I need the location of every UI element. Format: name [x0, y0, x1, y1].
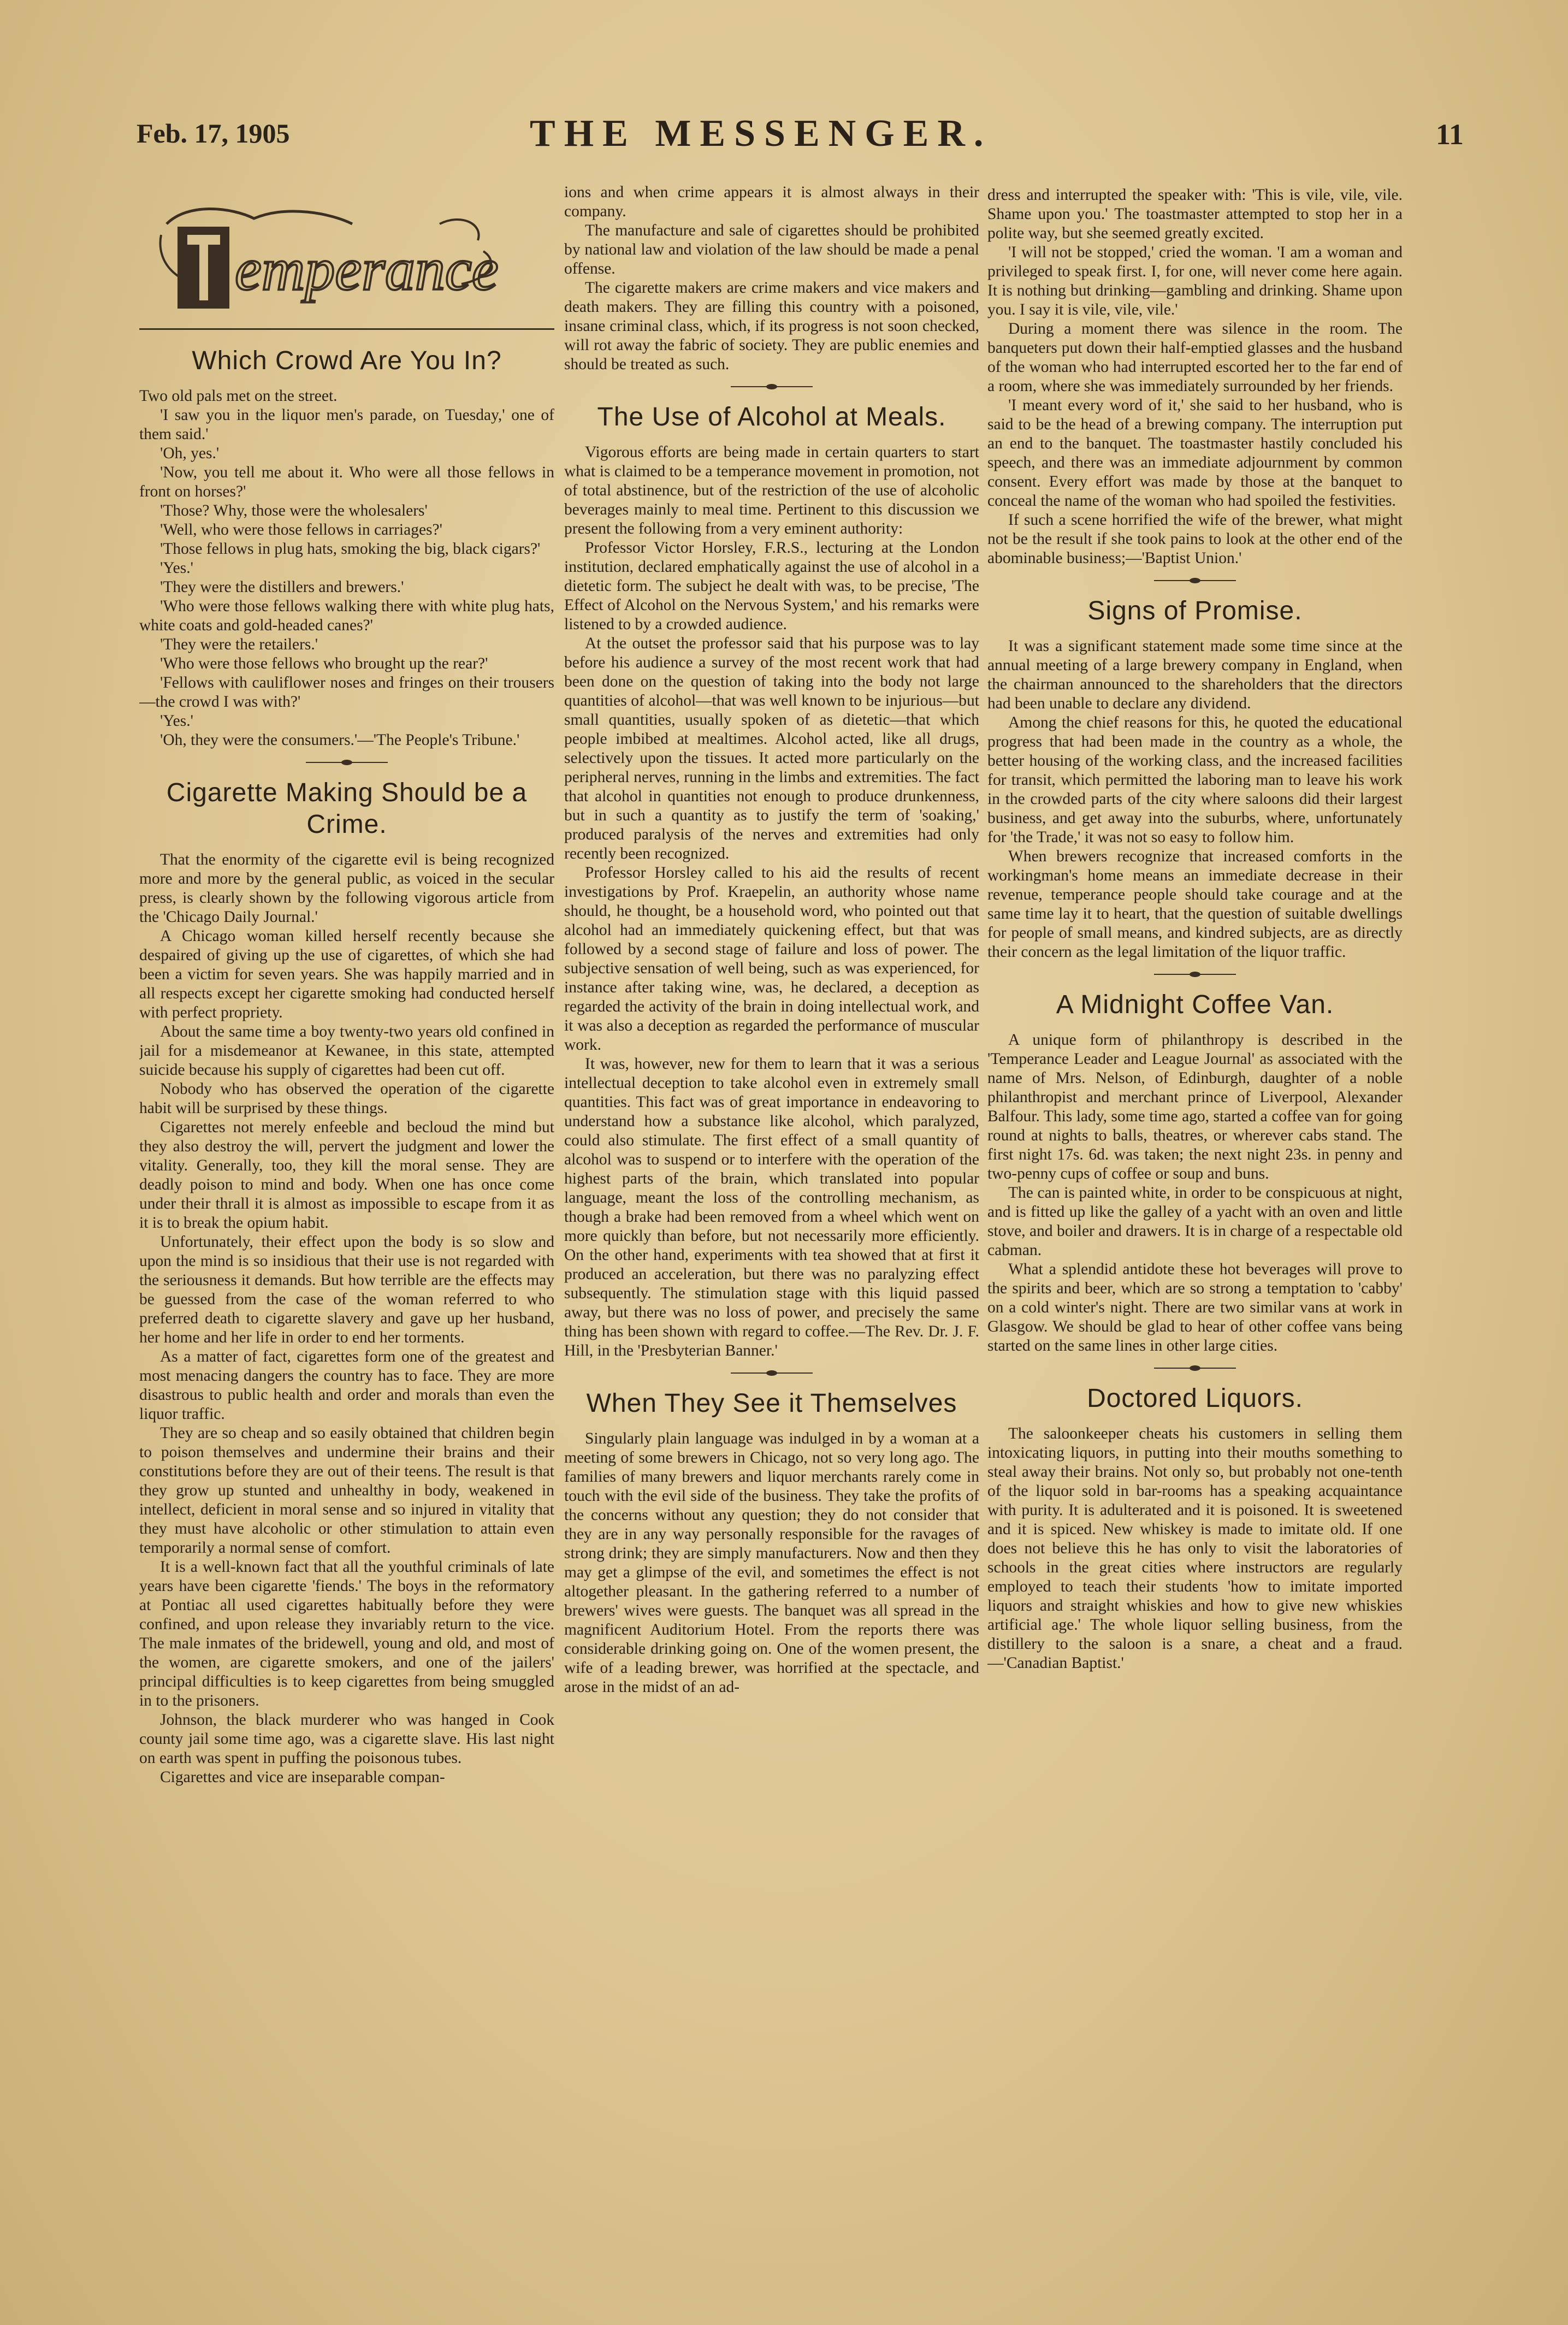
article-paragraph: When brewers recognize that increased comforts in the workingman's home means an immediate decrease in their revenue, temperance people should take courage and at the same time lay it to heart, that the question of suitable dwellings for people of small means, and kindred subjects, are as directly their concern as the legal limitation of the liquor traffic.: [987, 848, 1403, 961]
column-1: [139, 180, 554, 2234]
issue-date: Feb. 17, 1905: [137, 118, 290, 149]
article-title-themselves: When They See it Themselves: [586, 1389, 957, 1418]
article-paragraph: 'I meant every word of it,' she said to her husband, who is said to be the head of a brewing company. The interruption put an end to the banquet. The toastmaster hastily concluded his speech, and there was an immediate adjournment by common consent. Every effort was made by those at the banquet to conceal the name of the woman who had spoiled the festivities.: [987, 397, 1403, 510]
article-paragraph: It was a significant statement made some time since at the annual meeting of a large brewery company in England, when the chairman announced to the shareholders that the directors had been unable to declare any dividend.: [987, 637, 1403, 712]
article-title-alcohol: The Use of Alcohol at Meals.: [597, 403, 946, 431]
article-paragraph: 'Yes.': [160, 559, 193, 577]
article-title-cigarette: Cigarette Making Should be a Crime.: [166, 778, 528, 839]
article-paragraph: 'Oh, they were the consumers.'—'The People's Tribune.': [160, 731, 520, 749]
article-paragraph: What a splendid antidote these hot beverages will prove to the spirits and beer, which are so strong a temptation to 'cabby' on a cold winter's night. There are two similar vans at work in Glasgow. We should be glad to hear of other coffee vans being started on the same lines in other large cities.: [987, 1261, 1403, 1354]
article-paragraph: At the outset the professor said that his purpose was to lay before his audience a survey of the most recent work that had been done on the question of taking into the body not large quantities of alcohol—that was well known to be injurious—but small quantities, usually spoken of as dietetic—that which people imbibed at mealtimes. Alcohol acted, like all drugs, selectively upon the tissues. It acted more particularly on the peripheral nerves, running in the limbs and extremities. The fact that alcohol in quantities not enough to produce drunkenness, but in such a quantity as to justify the term of 'soaking,' produced paralysis of the nerves and extremities had only recently been recognized.: [564, 635, 979, 862]
section-divider: [1154, 1365, 1236, 1371]
article-paragraph: As a matter of fact, cigarettes form one of the greatest and most menacing dangers the country has to face. They are more disastrous to public health and order and morals than even the liquor traffic.: [139, 1348, 554, 1423]
article-paragraph: 'Oh, yes.': [160, 445, 220, 462]
article-title-promise: Signs of Promise.: [1087, 596, 1303, 625]
article-paragraph: 'Well, who were those fellows in carriages?': [160, 521, 442, 539]
article-paragraph: During a moment there was silence in the room. The banqueters put down their half-emptied glasses and the husband of the woman who had interrupted escorted her to the far end of a room, where she was immediately surrounded by her friends.: [987, 320, 1403, 395]
article-paragraph: The saloonkeeper cheats his customers in selling them intoxicating liquors, in putting into their mouths something to steal away their brains. Not only so, but probably not one-tenth of the liquor sold in bar-rooms has a speaking acquaintance with purity. It is adulterated and it is poisoned. It is sweetened and it is spiced. New whiskey is made to imitate old. If one does not believe this he has only to visit the laboratories of schools in the great cities where instructors are regularly employed to teach their students 'how to imitate imported liquors and straight whiskies and how to give new whiskies artificial age.' The whole liquor selling business, from the distillery to the saloon is a snare, a cheat and a fraud.—'Canadian Baptist.': [987, 1425, 1403, 1672]
article-paragraph: 'Yes.': [160, 712, 193, 730]
article-paragraph: A Chicago woman killed herself recently because she despaired of giving up the use of cigarettes, of which she had been a victim for seven years. She was happily married and in all respects except her cigarette smoking had conducted herself with perfect propriety.: [139, 927, 554, 1021]
svg-text:emperance: emperance: [235, 236, 499, 303]
article-paragraph: 'Those? Why, those were the wholesalers': [160, 502, 428, 519]
section-divider: [731, 1370, 813, 1376]
article-paragraph: They are so cheap and so easily obtained that children begin to poison themselves and undermine their brains and their constitutions before they are out of their teens. The result is that they grow up stunted and unhealthy in body, weakened in intellect, deficient in moral sense and so injured in vitality that they must have alcoholic or other stimulation to attain even temporarily a normal sense of comfort.: [139, 1424, 554, 1557]
article-paragraph: Cigarettes and vice are inseparable compan-: [160, 1768, 445, 1786]
article-paragraph: Johnson, the black murderer who was hanged in Cook county jail some time ago, was a cigarette slave. His last night on earth was spent in puffing the poisonous tubes.: [139, 1711, 554, 1767]
column-3: [987, 186, 1403, 2239]
section-divider: [306, 760, 388, 765]
article-paragraph: 'They were the distillers and brewers.': [160, 578, 404, 596]
temperance-banner: [139, 180, 554, 333]
article-paragraph: Vigorous efforts are being made in certain quarters to start what is claimed to be a temperance movement in promotion, not of total abstinence, but of the restriction of the use of alcoholic beverages mainly to meal time. Pertinent to this discussion we present the following from a very eminent authority:: [564, 443, 979, 537]
page-number: 11: [1435, 118, 1464, 151]
article-paragraph: Cigarettes not merely enfeeble and becloud the mind but they also destroy the will, pervert the judgment and lower the vitality. Generally, too, they kill the moral sense. They are deadly poison to mind and body. When one has once come under their thrall it is almost as impossible to escape from it as it is to break the opium habit.: [139, 1119, 554, 1232]
article-paragraph: 'Now, you tell me about it. Who were all those fellows in front on horses?': [139, 464, 554, 500]
article-paragraph: The can is painted white, in order to be conspicuous at night, and is fitted up like the galley of a yacht with an oven and little stove, and boiler and drawers. It is in charge of a respectable old cabman.: [987, 1184, 1403, 1259]
article-paragraph: A unique form of philanthropy is described in the 'Temperance Leader and League Journal' as associated with the name of Mrs. Nelson, of Edinburgh, daughter of a noble philanthropist and merchant prince of Liverpool, Alexander Balfour. This lady, some time ago, started a coffee van for going round at nights to balls, theatres, or wherever cabs stand. The first night 17s. 6d. was taken; the next night 23s. in penny and two-penny cups of coffee or soup and buns.: [987, 1031, 1403, 1182]
section-divider: [1154, 578, 1236, 583]
article-paragraph: The cigarette makers are crime makers and vice makers and death makers. They are filling this country with a poisoned, insane criminal class, which, if its progress is not soon checked, will rot away the fabric of society. They are public enemies and should be treated as such.: [564, 279, 979, 373]
article-paragraph: Professor Victor Horsley, F.R.S., lecturing at the London institution, declared emphatically against the use of alcohol in a dietetic form. The subject he dealt with was, to be precise, 'The Effect of Alcohol on the Nervous System,' and his remarks were listened to by a crowded audience.: [564, 539, 979, 633]
column-2: [564, 183, 979, 2237]
masthead-title: THE MESSENGER.: [530, 113, 992, 155]
section-divider: [1154, 972, 1236, 977]
article-paragraph: 'They were the retailers.': [160, 636, 318, 653]
page-header: [137, 112, 1464, 172]
article-paragraph: 'I saw you in the liquor men's parade, on Tuesday,' one of them said.': [139, 406, 554, 443]
article-paragraph: Nobody who has observed the operation of the cigarette habit will be surprised by these things.: [139, 1080, 554, 1117]
article-title-doctored: Doctored Liquors.: [1087, 1384, 1303, 1413]
article-paragraph: It was, however, new for them to learn that it was a serious intellectual deception to take alcohol even in extremely small quantities. This fact was of great importance in endeavoring to understand how a substance like alcohol, which paralyzed, could also stimulate. The first effect of a small quantity of alcohol was to suspend or to interfere with the operation of the highest parts of the brain, which translated into popular language, meant the loss of the controlling mechanism, as though a brake had been removed from a wheel which went on more quickly than before, but not necessarily more efficiently. On the other hand, experiments with tea showed that at first it produced an acceleration, but there was no paralyzing effect subsequently. The stimulation stage with this liquid passed away, but there was no loss of power, and precisely the same thing has been shown with regard to coffee.—The Rev. Dr. J. F. Hill, in the 'Presbyterian Banner.': [564, 1055, 979, 1359]
article-paragraph: 'Who were those fellows walking there with white plug hats, white coats and gold-headed canes?': [139, 597, 554, 634]
article-title-crowd: Which Crowd Are You In?: [192, 346, 502, 375]
article-paragraph: Singularly plain language was indulged in by a woman at a meeting of some brewers in Chicago, not so very long ago. The families of many brewers and liquor merchants rarely come in touch with the evil side of the business. They take the profits of the concerns without any question; they do not consider that they are in any way personally responsible for the ravages of strong drink; they are simply manufacturers. Now and then they may get a glimpse of the evil, and sometimes the effect is not altogether pleasant. In the gathering referred to a number of brewers' wives were guests. The banquet was all spread in the magnificent Auditorium Hotel. From the reports there was considerable drinking going on. One of the women present, the wife of a leading brewer, was horrified at the spectacle, and arose in the midst of an ad-: [564, 1430, 979, 1696]
article-paragraph: 'Those fellows in plug hats, smoking the big, black cigars?': [160, 540, 541, 558]
article-paragraph: 'Fellows with cauliflower noses and fringes on their trousers—the crowd I was with?': [139, 674, 554, 711]
article-paragraph: Among the chief reasons for this, he quoted the educational progress that had been made in the country as a whole, the better housing of the working class, and the increased facilities for transit, which permitted the laboring man to leave his work in the crowded parts of the city where saloons did their largest business, and get away into the suburbs, where, unfortunately for 'the Trade,' it was not so easy to follow him.: [987, 714, 1403, 846]
article-paragraph: ions and when crime appears it is almost always in their company.: [564, 184, 979, 220]
article-paragraph: dress and interrupted the speaker with: 'This is vile, vile, vile. Shame upon you.' The toastmaster attempted to stop her in a polite way, but she seemed greatly excited.: [987, 186, 1403, 242]
article-paragraph: About the same time a boy twenty-two years old confined in jail for a misdemeanor at Kewanee, in this state, attempted suicide because his supply of cigarettes had been cut off.: [139, 1023, 554, 1079]
article-paragraph: Professor Horsley called to his aid the results of recent investigations by Prof. Kraepelin, an authority whose name should, he thought, be a household word, who pointed out that alcohol had an immediately quickening effect, but that was followed by a second stage of failure and loss of power. The subjective sensation of well being, such as was experienced, for instance after taking wine, was, he declared, a deception as regarded the activity of the brain in doing intellectual work, and it was also a deception as regarded the performance of muscular work.: [564, 864, 979, 1054]
article-title-coffee: A Midnight Coffee Van.: [1056, 990, 1334, 1019]
article-paragraph: 'I will not be stopped,' cried the woman. 'I am a woman and privileged to speak first. I, for one, will never come here again. It is nothing but drinking—gambling and drinking. Shame upon you. I say it is vile, vile, vile.': [987, 244, 1403, 318]
article-paragraph: Two old pals met on the street.: [139, 387, 338, 405]
article-paragraph: That the enormity of the cigarette evil is being recognized more and more by the general public, as voiced in the secular press, is clearly shown by the following vigorous article from the 'Chicago Daily Journal.': [139, 851, 554, 926]
temperance-lettering-icon: [156, 202, 505, 317]
article-paragraph: The manufacture and sale of cigarettes should be prohibited by national law and violation of the law should be made a penal offense.: [564, 222, 979, 277]
article-paragraph: 'Who were those fellows who brought up the rear?': [160, 655, 488, 672]
section-divider: [731, 384, 813, 389]
article-paragraph: If such a scene horrified the wife of the brewer, what might not be the result if she took pains to look at the other end of the abominable business;—'Baptist Union.': [987, 511, 1403, 567]
banner-underline: [139, 328, 554, 330]
article-paragraph: Unfortunately, their effect upon the body is so slow and upon the mind is so insidious that their use is not regarded with the seriousness it demands. But how terrible are the effects may be guessed from the case of the woman referred to who preferred death to cigarette slavery and gave up her husband, her home and her life in order to end her torments.: [139, 1233, 554, 1346]
article-paragraph: It is a well-known fact that all the youthful criminals of late years have been cigarette 'fiends.' The boys in the reformatory at Pontiac all used cigarettes habitually before they were confined, and upon release they invariably return to the vice. The male inmates of the bridewell, young and old, and most of the women, are cigarette smokers, and one of the jailers' principal difficulties is to keep cigarettes from being smuggled in to the prisoners.: [139, 1558, 554, 1709]
